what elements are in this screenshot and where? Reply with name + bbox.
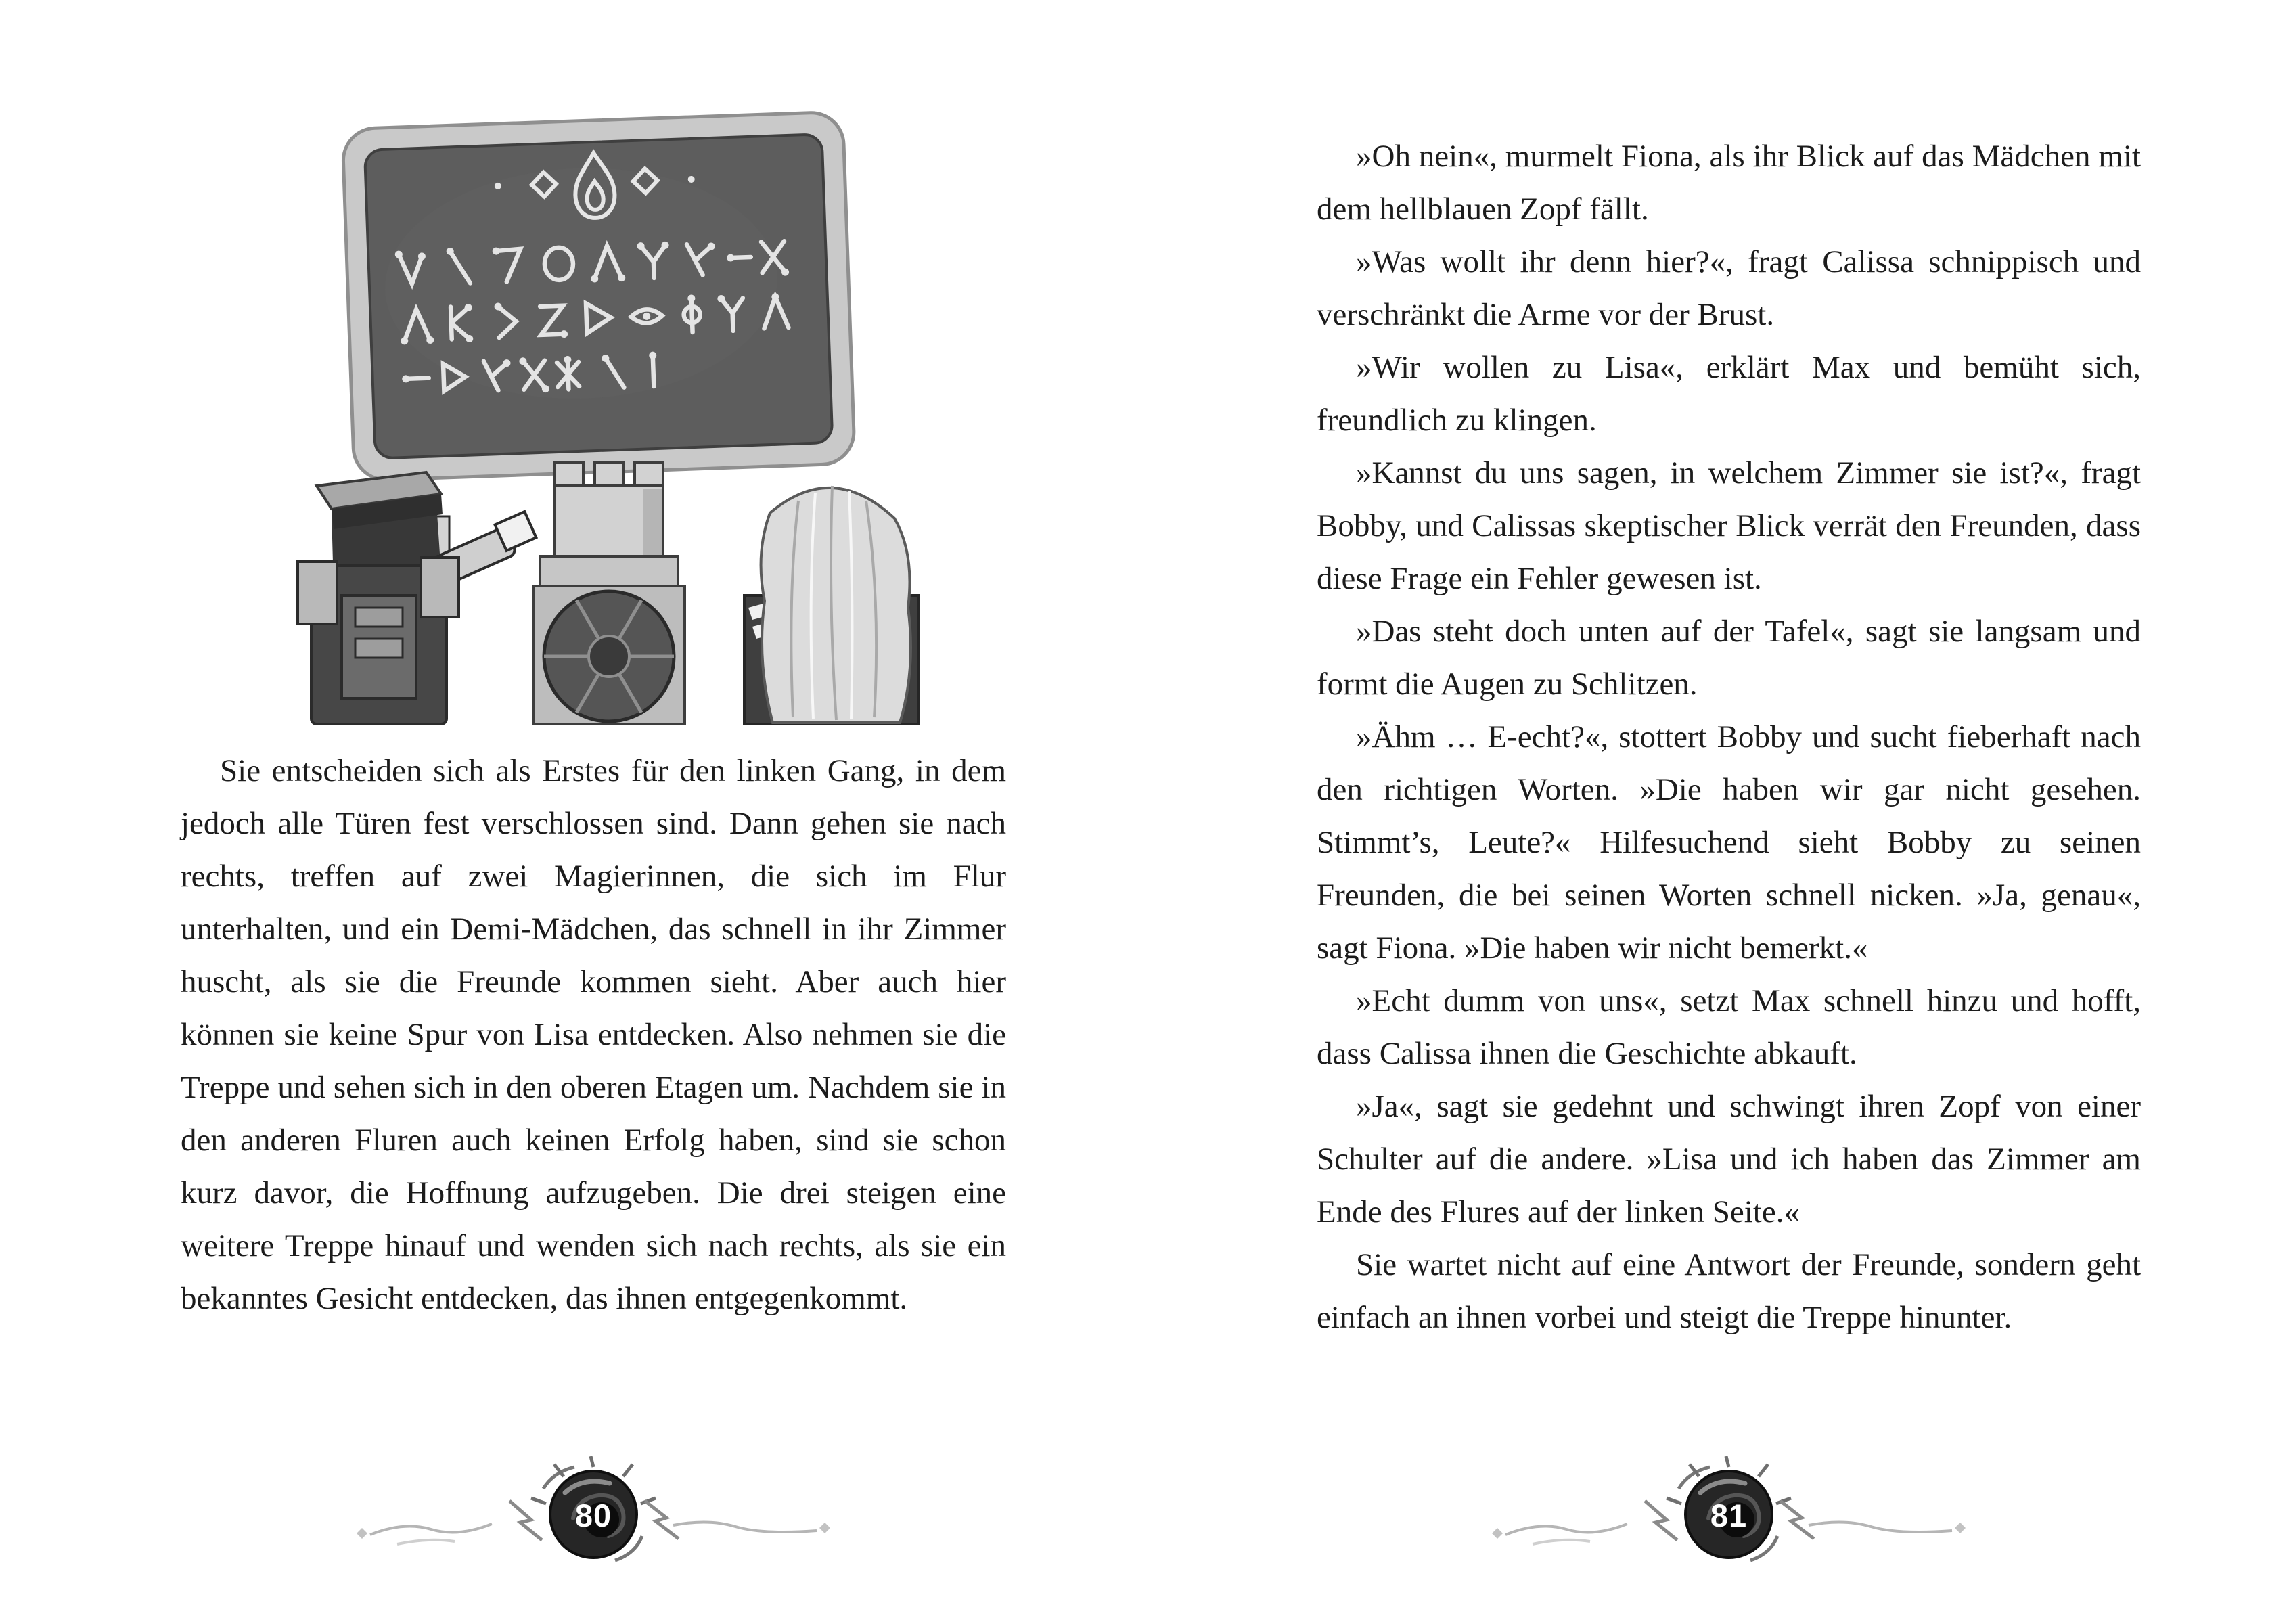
body-paragraph: Sie entscheiden sich als Erstes für den linken Gang, in dem jedoch alle Türen fest verschlossen sind. Dann gehen sie nach rechts, treffen auf zwei Magierinnen, die sich im Flur unterhalten, und ein Demi-Mädchen, das schnell in ihr Zimmer huscht, als sie die Freunde kommen sieht. Aber auch hier können sie keine Spur von Lisa entdecken. Also nehmen sie die Treppe und sehen sich in den oberen Etagen um. Nachdem sie in den anderen Fluren auch keinen Erfolg haben, sind sie schon kurz davor, die Hoffnung aufzugeben. Die drei steigen eine weitere Treppe hinauf und wenden sich nach rechts, als sie ein bekanntes Gesicht entdecken, das ihnen entgegenkommt.	[181, 753, 1006, 1316]
right-page-text	[1317, 130, 2141, 1344]
page-left	[0, 0, 1144, 1624]
page-number: 81	[1710, 1497, 1748, 1533]
body-paragraph: »Echt dumm von uns«, setzt Max schnell hinzu und hofft, dass Calissa ihnen die Geschichte abkauft.	[1317, 983, 2141, 1071]
body-paragraph: »Kannst du uns sagen, in welchem Zimmer sie ist?«, fragt Bobby, und Calissas skeptischer Blick verrät den Freunden, dass diese Frage ein Fehler gewesen ist.	[1317, 455, 2141, 596]
chalkboard-scene-svg	[203, 80, 988, 726]
page-right	[1144, 0, 2288, 1624]
left-page-text	[181, 744, 1006, 1325]
page-footer-left	[350, 1453, 837, 1575]
chalkboard	[342, 112, 855, 481]
scribble-line	[1533, 1540, 1590, 1544]
body-paragraph: »Ja«, sagt sie gedehnt und schwingt ihren Zopf von einer Schulter auf die andere. »Lisa und ich haben das Zimmer am Ende des Flures auf der linken Seite.«	[1317, 1089, 2141, 1230]
character-rook-figure	[533, 463, 685, 724]
scribble-line	[397, 1540, 455, 1544]
body-paragraph: Sie wartet nicht auf eine Antwort der Freunde, sondern geht einfach an ihnen vorbei und steigt die Treppe hinunter.	[1317, 1247, 2141, 1335]
character-longhair-figure	[744, 486, 919, 724]
body-paragraph: »Das steht doch unten auf der Tafel«, sagt sie langsam und formt die Augen zu Schlitzen.	[1317, 614, 2141, 702]
body-paragraph: »Oh nein«, murmelt Fiona, als ihr Blick auf das Mädchen mit dem hellblauen Zopf fällt.	[1317, 139, 2141, 227]
page-footer-right	[1485, 1453, 1972, 1575]
body-paragraph: »Wir wollen zu Lisa«, erklärt Max und bemüht sich, freundlich zu klingen.	[1317, 350, 2141, 438]
body-paragraph: »Ähm … E-echt?«, stottert Bobby und sucht fieberhaft nach den richtigen Worten. »Die haben wir gar nicht gesehen. Stimmt’s, Leute?« Hilfesuchend sieht Bobby zu seinen Freunden, die bei seinen Worten schnell nicken. »Ja, genau«, sagt Fiona. »Die haben wir nicht bemerkt.«	[1317, 719, 2141, 966]
body-paragraph: »Was wollt ihr denn hier?«, fragt Calissa schnippisch und verschränkt die Arme vor der Brust.	[1317, 244, 2141, 332]
page-number: 80	[574, 1497, 612, 1533]
character-capped-figure	[298, 472, 539, 724]
illustration-chalkboard-scene	[203, 80, 988, 726]
